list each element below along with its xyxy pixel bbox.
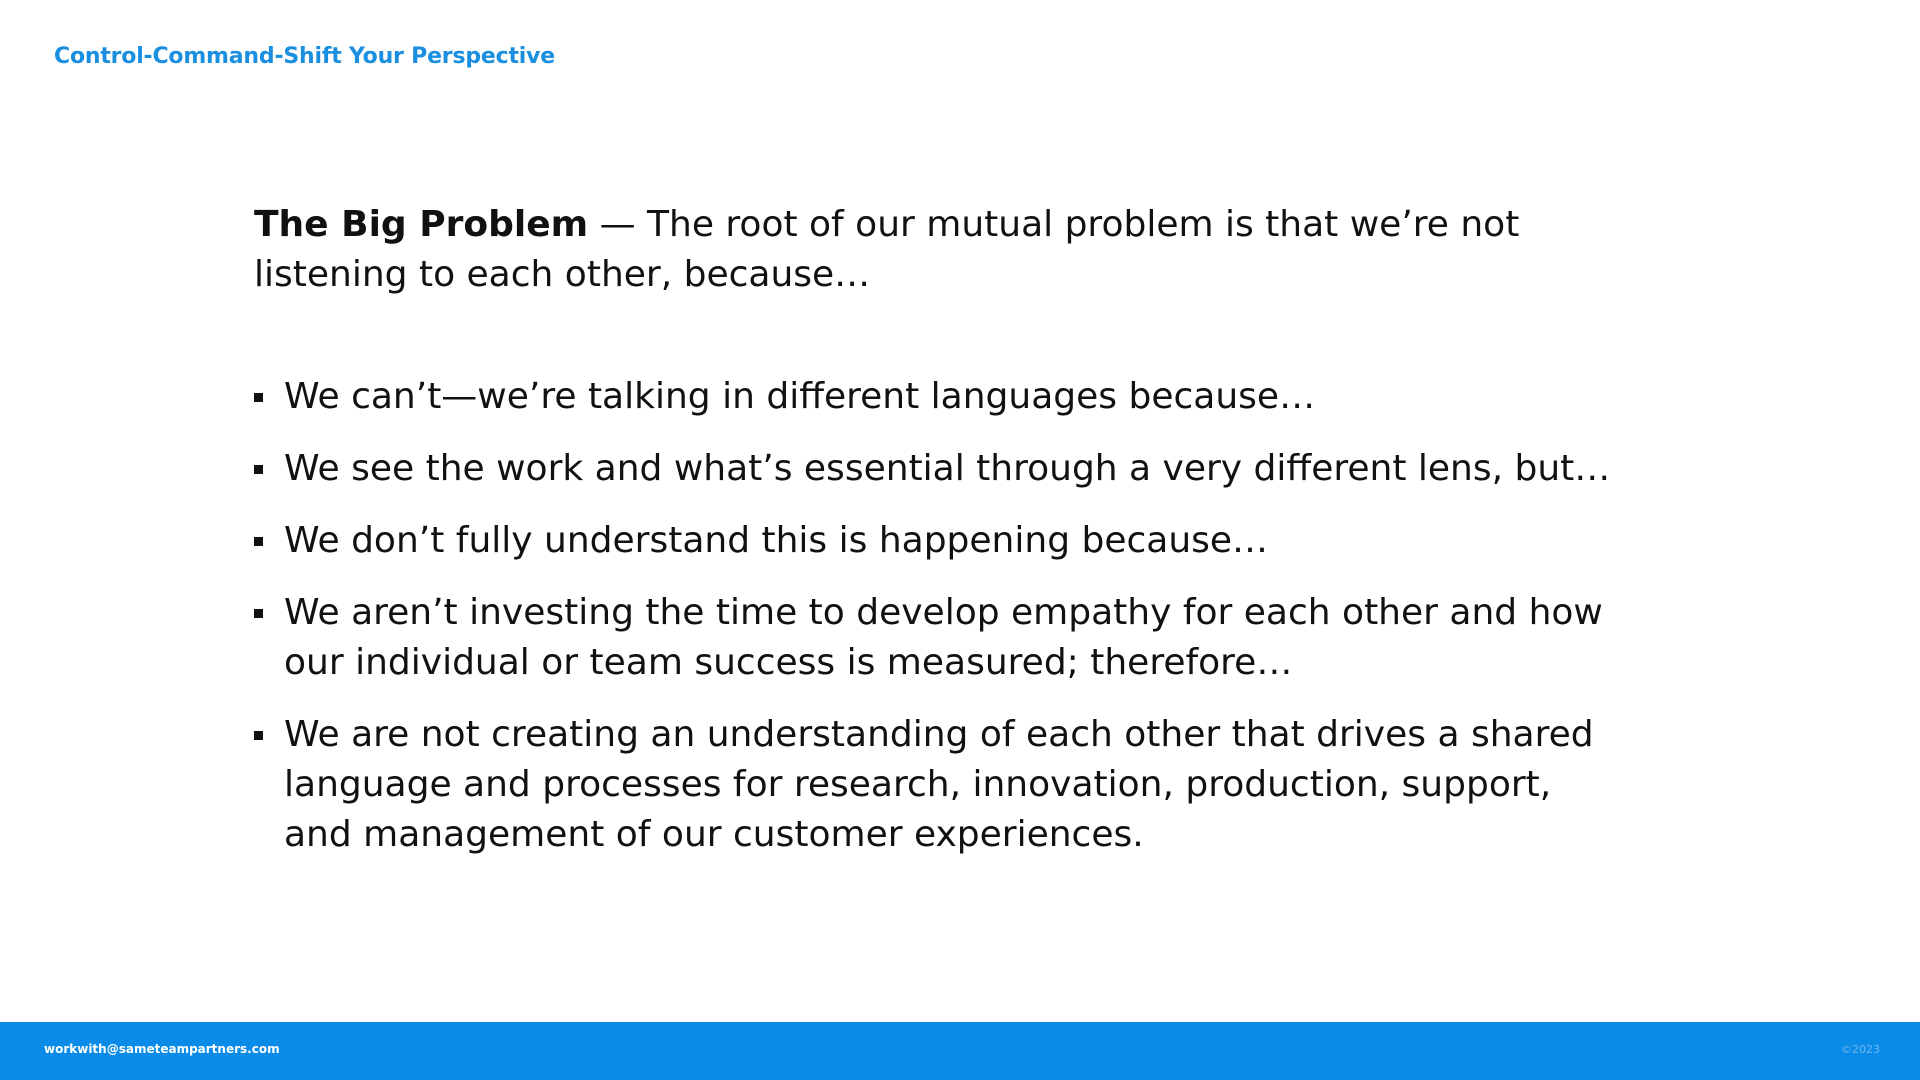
bullet-text: We see the work and what’s essential through a very different lens, but…	[284, 448, 1611, 489]
bullet-list	[254, 372, 1614, 860]
intro-lead: The Big Problem	[254, 204, 589, 245]
slide-content	[254, 200, 1614, 882]
bullet-text: We are not creating an understanding of each other that drives a shared language and processes for research, innovation, production, support, and management of our customer experiences.	[284, 714, 1594, 855]
intro-paragraph	[254, 200, 1614, 300]
footer-email-link[interactable]: workwith@sameteampartners.com	[44, 1042, 280, 1056]
intro-text: — The root of our mutual problem is that we’re not listening to each other, because…	[254, 204, 1520, 295]
bullet-item	[254, 372, 1614, 422]
bullet-text: We aren’t investing the time to develop empathy for each other and how our individual or team success is measured; therefore…	[284, 592, 1603, 683]
square-bullet-icon	[254, 609, 263, 618]
deck-title: Control-Command-Shift Your Perspective	[54, 44, 555, 69]
square-bullet-icon	[254, 731, 263, 740]
bullet-item	[254, 444, 1614, 494]
bullet-text: We don’t fully understand this is happening because…	[284, 520, 1269, 561]
square-bullet-icon	[254, 537, 263, 546]
bullet-item	[254, 516, 1614, 566]
bullet-text: We can’t—we’re talking in different languages because…	[284, 376, 1316, 417]
bullet-item	[254, 588, 1614, 688]
footer-bar	[0, 1022, 1920, 1080]
bullet-item	[254, 710, 1614, 860]
square-bullet-icon	[254, 393, 263, 402]
footer-copyright: ©2023	[1841, 1043, 1880, 1056]
square-bullet-icon	[254, 465, 263, 474]
